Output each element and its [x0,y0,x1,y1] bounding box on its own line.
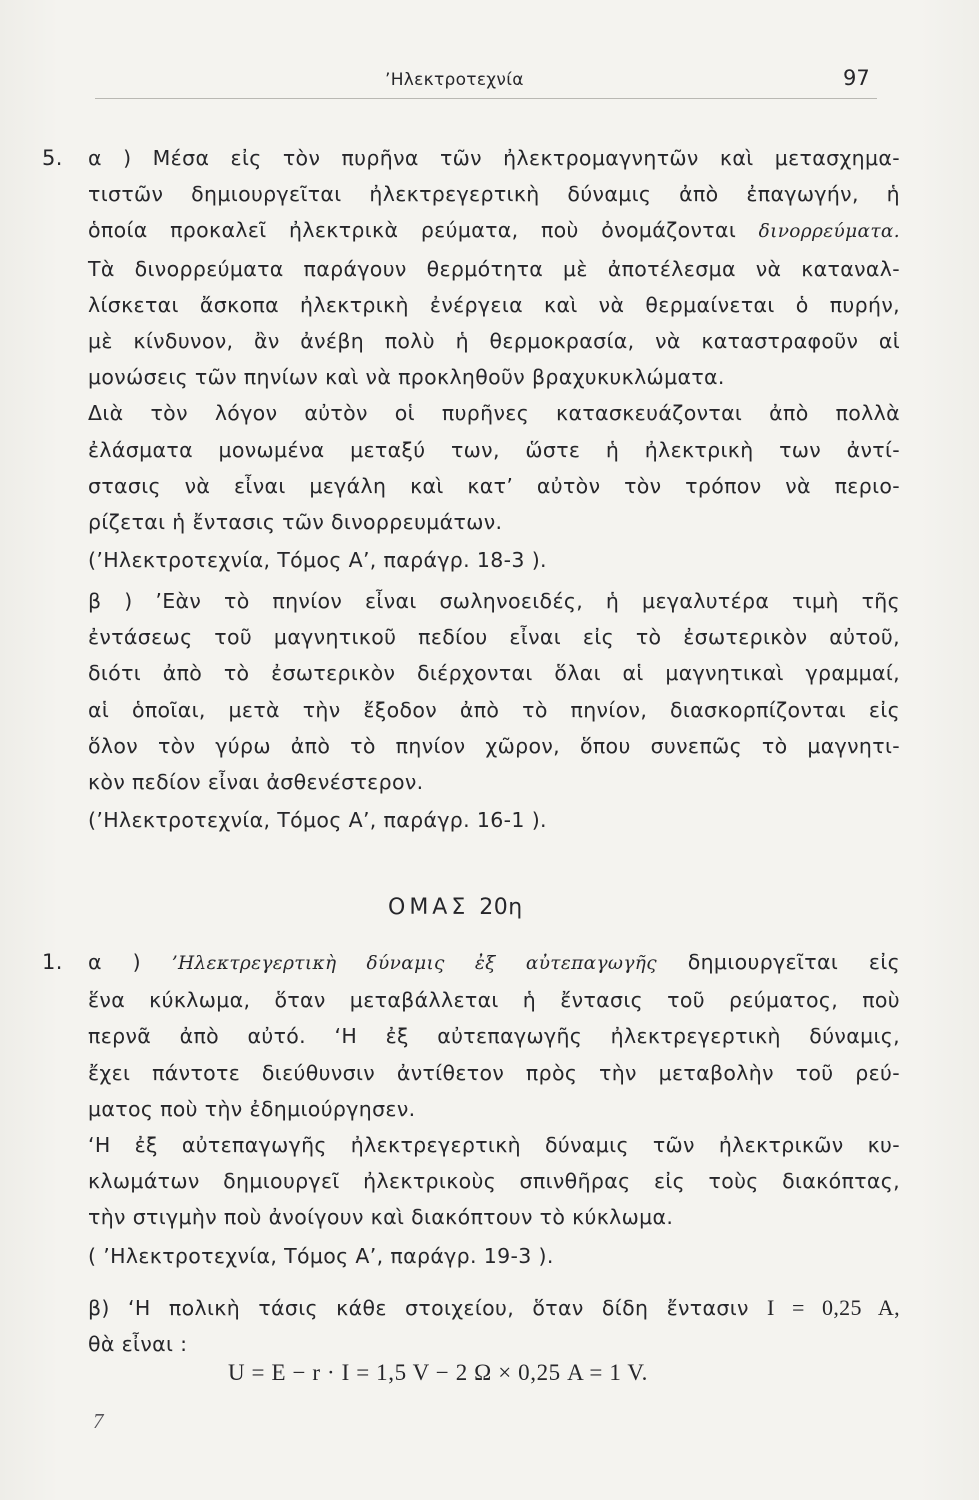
text-line: τιστῶν δημιουργεῖται ἠλεκτρεγερτικὴ δύναμις ἀπὸ ἐπαγωγήν, ἡ [88,182,900,207]
group-number: 20η [479,895,523,920]
text-line: ἕνα κύκλωμα, ὅταν μεταβάλλεται ἡ ἔντασις τοῦ ρεύματος, ποὺ [88,988,900,1013]
text-line: θὰ εἶναι : [88,1332,188,1357]
text-line: στασις νὰ εἶναι μεγάλη καὶ κατ’ αὐτὸν τὸν τρόπον νὰ περιο- [88,473,900,498]
text-line: τὴν στιγμὴν ποὺ ἀνοίγουν καὶ διακόπτουν τὸ κύκλωμα. [88,1205,674,1230]
answer-1-part-a [42,944,900,1274]
text-line: β ) ’Εὰν τὸ πηνίον εἶναι σωληνοειδές, ἡ μεγαλυτέρα τιμὴ τῆς [88,589,900,613]
text-line: ἔχει πάντοτε διεύθυνσιν ἀντίθετον πρὸς τὴν μεταβολὴν τοῦ ρεύ- [88,1060,900,1085]
text-line [88,212,900,250]
voltage-formula: U = E − r · I = 1,5 V − 2 Ω × 0,25 A = 1 V. [228,1360,648,1385]
running-title: ’Ηλεκτροτεχνία [385,70,524,90]
text-run: β) ‘Η πολικὴ τάσις κάθε στοιχείου, ὅταν δίδη ἔντασιν [88,1296,768,1320]
header-rule [95,98,877,99]
reference-citation: (’Ηλεκτροτεχνία, Τόμος Α’, παράγρ. 18-3 ). [88,548,547,573]
signature-mark: 7 [93,1409,104,1433]
text-line: διότι ἀπὸ τὸ ἐσωτερικὸν διέρχονται ὅλαι αἱ μαγνητικαὶ γραμμαί, [88,661,900,686]
current-value: I = 0,25 A, [767,1295,900,1320]
text-line: ὅλον τὸν γύρω ἀπὸ τὸ πηνίον χῶρον, ὅπου συνεπῶς τὸ μαγνητι- [88,733,900,758]
group-heading [388,895,523,920]
reference-citation: ( ’Ηλεκτροτεχνία, Τόμος Α’, παράγρ. 19-3 ). [88,1243,554,1268]
item-number: 5. [42,146,63,170]
text-run: α ) [88,950,172,974]
text-line: μονώσεις τῶν πηνίων καὶ νὰ προκληθοῦν βραχυκυκλώματα. [88,365,725,390]
page-number: 97 [843,66,870,90]
group-label: ΟΜΑΣ [388,895,470,920]
text-line: ρίζεται ἡ ἔντασις τῶν δινορρευμάτων. [88,510,503,535]
text-line: κὸν πεδίον εἶναι ἀσθενέστερον. [88,770,424,795]
text-line: ἐντάσεως τοῦ μαγνητικοῦ πεδίου εἶναι εἰς τὸ ἐσωτερικὸν αὐτοῦ, [88,625,900,650]
text-line: περνᾶ ἀπὸ αὐτό. ‘Η ἐξ αὐτεπαγωγῆς ἠλεκτρεγερτικὴ δύναμις, [88,1024,900,1049]
answer-5-part-b [88,583,900,838]
text-line: ‘Η ἐξ αὐτεπαγωγῆς ἠλεκτρεγερτικὴ δύναμις τῶν ἠλεκτρικῶν κυ- [88,1133,900,1158]
text-run: ὁποία προκαλεῖ ἠλεκτρικὰ ρεύματα, ποὺ ὀνομάζονται [88,218,759,243]
text-line: ματος ποὺ τὴν ἐδημιούργησεν. [88,1096,416,1121]
answer-1-part-b [88,1290,900,1362]
answer-5-part-a [42,140,900,578]
item-number: 1. [42,950,63,974]
text-line [88,944,900,982]
text-line: Διὰ τὸν λόγον αὐτὸν οἱ πυρῆνες κατασκευάζονται ἀπὸ πολλὰ [88,401,900,426]
reference-citation: (’Ηλεκτροτεχνία, Τόμος Α’, παράγρ. 16-1 ). [88,808,547,833]
text-line: λίσκεται ἄσκοπα ἠλεκτρικὴ ἐνέργεια καὶ νὰ θερμαίνεται ὁ πυρήν, [88,292,900,317]
text-line: α ) Μέσα εἰς τὸν πυρῆνα τῶν ἠλεκτρομαγνητῶν καὶ μετασχημα- [88,146,900,170]
text-line: μὲ κίνδυνον, ἂν ἀνέβη πολὺ ἡ θερμοκρασία, νὰ καταστραφοῦν αἱ [88,329,900,354]
text-line: αἱ ὁποῖαι, μετὰ τὴν ἔξοδον ἀπὸ τὸ πηνίον, διασκορπίζονται εἰς [88,697,900,722]
text-line: Τὰ δινορρεύματα παράγουν θερμότητα μὲ ἀποτέλεσμα νὰ καταναλ- [88,256,900,281]
text-line: κλωμάτων δημιουργεῖ ἠλεκτρικοὺς σπινθῆρας εἰς τοὺς διακόπτας, [88,1169,900,1194]
italic-term: δινορρεύματα. [758,221,900,243]
text-run: δημιουργεῖται εἰς [656,950,900,974]
text-line [88,1290,900,1326]
text-line: ἐλάσματα μονωμένα μεταξύ των, ὥστε ἡ ἠλεκτρικὴ των ἀντί- [88,437,900,462]
italic-term: ’Ηλεκτρεγερτικὴ δύναμις ἐξ αὐτεπαγωγῆς [171,953,657,974]
